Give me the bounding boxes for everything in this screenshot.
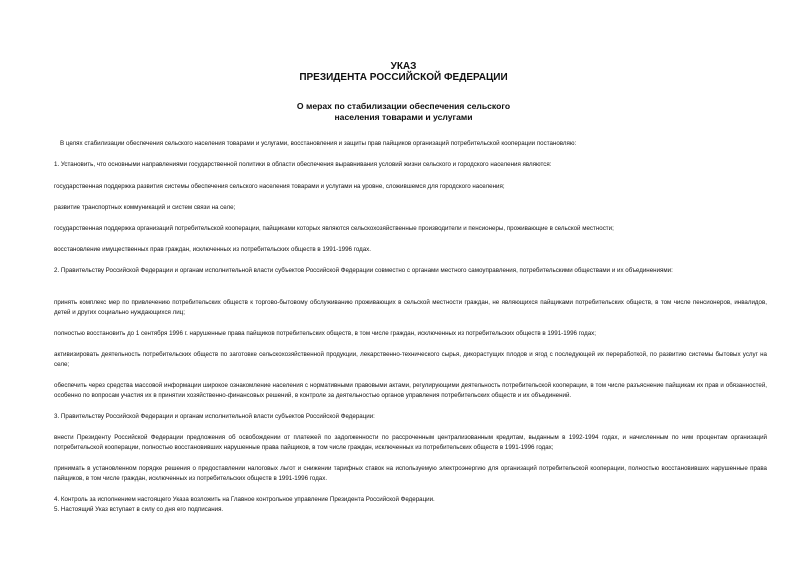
clause-3-paragraph: 3. Правительству Российской Федерации и органам исполнительной власти субъектов Российской Федерации: (54, 413, 375, 420)
preamble-paragraph: В целях стабилизации обеспечения сельского населения товарами и услугами, восстановления и защиты прав пайщиков организаций потребительской кооперации постановляю: (60, 140, 577, 147)
clause-1-item-paragraph: восстановление имущественных прав граждан, исключенных из потребительских обществ в 1991-1996 годах. (54, 246, 371, 253)
clause-2-item-paragraph: принять комплекс мер по привлечению потребительских обществ к торгово-бытовому обслуживанию проживающих в сельской местности граждан, не являющихся пайщиками потребительских обществ, в том числе пенсионеров, инвалидов, детей и других социально нуждающихся лиц; (54, 299, 767, 316)
clause-3-item-paragraph: внести Президенту Российской Федерации предложения об освобождении от платежей по задолженности по рассроченным централизованным кредитам, выданным в 1992-1994 годах, и начисленным по ним процентам организаций потребительской кооперации, полностью восстановивших нарушенные права пайщиков, в том числе граждан, исключенных из потребительских обществ в 1991-1996 годах; (54, 434, 767, 451)
clause-2-item-paragraph: обеспечить через средства массовой информации широкое ознакомление населения с нормативными правовыми актами, регулирующими деятельность потребительской кооперации, в том числе разъяснение пайщикам их прав и обязанностей, особенно по вопросам участия их в принятии хозяйственно-финансовых решений, в контроле за деятельностью органов управления потребительских обществ и их объединений. (54, 382, 767, 399)
clause-4-paragraph: 4. Контроль за исполнением настоящего Указа возложить на Главное контрольное управление Президента Российской Федерации. (54, 496, 435, 503)
clause-2-item-paragraph: полностью восстановить до 1 сентября 1996 г. нарушенные права пайщиков потребительских обществ, в том числе граждан, исключенных из потребительских обществ в 1991-1996 годах; (54, 330, 596, 337)
document-title-issuer: ПРЕЗИДЕНТА РОССИЙСКОЙ ФЕДЕРАЦИИ (299, 72, 508, 83)
clause-1-item-paragraph: государственная поддержка организаций потребительской кооперации, пайщиками которых являются сельскохозяйственные производители и пенсионеры, проживающие в сельской местности; (54, 225, 614, 232)
document-subtitle-line1: О мерах по стабилизации обеспечения сельского (296, 101, 511, 111)
clause-3-item-paragraph: принимать в установленном порядке решения о предоставлении налоговых льгот и снижении тарифных ставок на используемую электроэнергию для организаций потребительской кооперации, полностью восстановивших нарушенные права пайщиков, в том числе граждан, исключенных из потребительских обществ в 1991-1996 годах. (54, 465, 767, 482)
clause-2-item-paragraph: активизировать деятельность потребительских обществ по заготовке сельскохозяйственной продукции, лекарственно-технического сырья, дикорастущих плодов и ягод с последующей их переработкой, по развитию системы бытовых услуг на селе; (54, 351, 767, 368)
clause-1-paragraph: 1. Установить, что основными направлениями государственной политики в области обеспечения выравнивания условий жизни сельского и городского населения являются: (54, 161, 552, 168)
clause-1-item-paragraph: развитие транспортных коммуникаций и систем связи на селе; (54, 204, 236, 211)
clause-1-item-paragraph: государственная поддержка развития системы обеспечения сельского населения товарами и услугами на уровне, сложившемся для городского населения; (54, 183, 505, 190)
clause-5-paragraph: 5. Настоящий Указ вступает в силу со дня его подписания. (54, 506, 224, 513)
document-subtitle-line2: населения товарами и услугами (334, 112, 473, 122)
document-title-type: УКАЗ (390, 61, 417, 72)
clause-2-paragraph: 2. Правительству Российской Федерации и органам исполнительной власти субъектов Российской Федерации совместно с органами местного самоуправления, потребительскими обществами и их объединениями: (54, 267, 673, 274)
